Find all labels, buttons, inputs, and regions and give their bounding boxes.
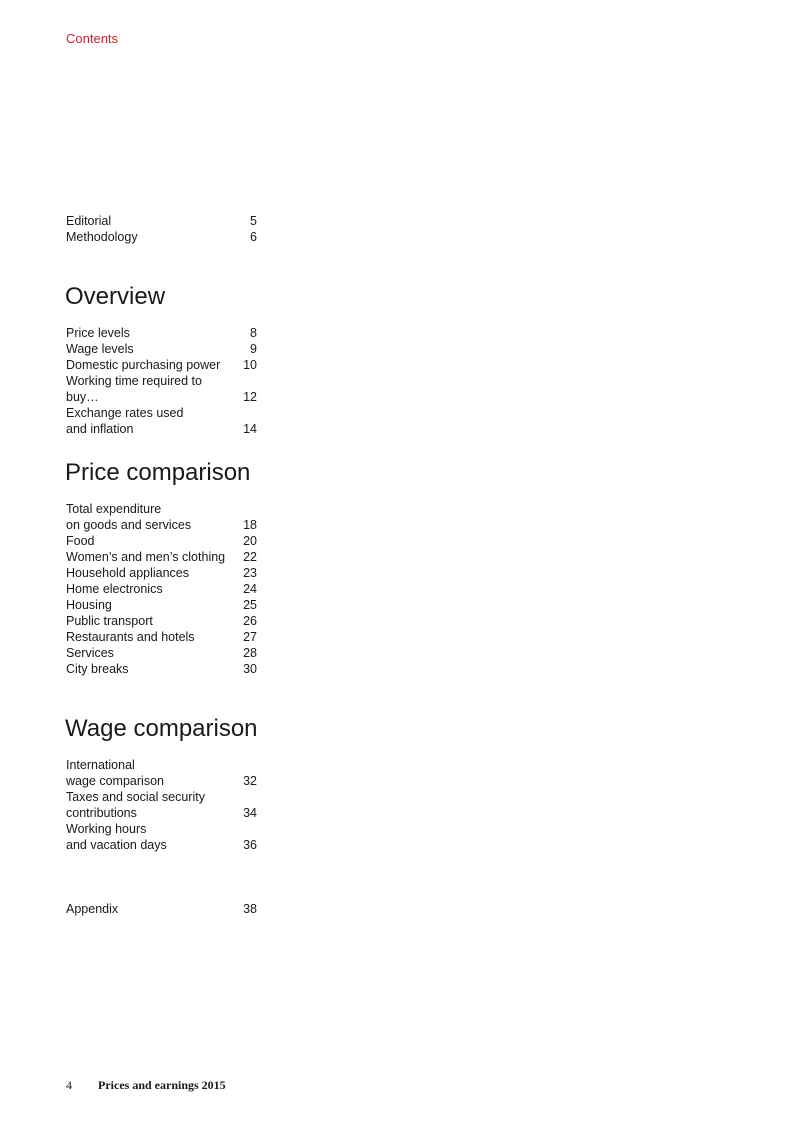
toc-item-title: Women’s and men’s clothing: [66, 550, 226, 564]
toc-item-page: 20: [243, 534, 257, 548]
toc-item-editorial[interactable]: [66, 213, 257, 229]
toc-item-services[interactable]: [66, 645, 257, 661]
toc-item-title: Price levels: [66, 326, 130, 340]
toc-item-title: Wage levels: [66, 342, 134, 356]
toc-item-title: Editorial: [66, 214, 112, 228]
toc-item-title: Working hours and vacation days: [66, 822, 167, 852]
toc-item-title: Appendix: [66, 902, 119, 916]
toc-item-working-time[interactable]: [66, 373, 257, 405]
toc-item-housing[interactable]: [66, 597, 257, 613]
toc-item-page: 38: [243, 902, 257, 916]
toc-item-international-wage[interactable]: [66, 757, 257, 789]
toc-item-working-hours[interactable]: [66, 821, 257, 853]
toc-item-title: Food: [66, 534, 95, 548]
toc-item-title: Home electronics: [66, 582, 163, 596]
toc-item-appendix[interactable]: [66, 901, 257, 917]
toc-item-taxes[interactable]: [66, 789, 257, 821]
toc-item-methodology[interactable]: [66, 229, 257, 245]
toc-item-page: 6: [250, 230, 257, 244]
toc-item-page: 30: [243, 662, 257, 676]
toc-item-page: 26: [243, 614, 257, 628]
section-heading-wage-comparison: Wage comparison: [65, 715, 258, 742]
toc-item-title: Household appliances: [66, 566, 190, 580]
toc-item-page: 14: [243, 422, 257, 436]
toc-item-wage-levels[interactable]: [66, 341, 257, 357]
toc-overview: [66, 325, 257, 437]
toc-wage-comparison: [66, 757, 257, 853]
toc-item-page: 5: [250, 214, 257, 228]
toc-item-page: 32: [243, 774, 257, 788]
toc-item-page: 34: [243, 806, 257, 820]
toc-item-purchasing-power[interactable]: [66, 357, 257, 373]
toc-item-page: 25: [243, 598, 257, 612]
toc-appendix: [66, 901, 257, 917]
toc-item-restaurants-hotels[interactable]: [66, 629, 257, 645]
toc-item-page: 24: [243, 582, 257, 596]
toc-intro: [66, 213, 257, 245]
toc-item-price-levels[interactable]: [66, 325, 257, 341]
footer-publication-title: Prices and earnings 2015: [98, 1078, 226, 1092]
toc-item-page: 18: [243, 518, 257, 532]
toc-item-page: 28: [243, 646, 257, 660]
toc-item-title: Public transport: [66, 614, 153, 628]
toc-item-title: Services: [66, 646, 114, 660]
toc-item-title: Exchange rates used and inflation: [66, 406, 184, 436]
toc-item-page: 8: [250, 326, 257, 340]
toc-item-page: 10: [243, 358, 257, 372]
toc-item-title: Taxes and social security contributions: [66, 790, 205, 820]
toc-item-page: 22: [243, 550, 257, 564]
contents-label: Contents: [66, 31, 119, 46]
toc-item-title: Working time required to buy…: [66, 374, 202, 404]
toc-item-title: Methodology: [66, 230, 138, 244]
toc-item-title: Housing: [66, 598, 112, 612]
toc-item-city-breaks[interactable]: [66, 661, 257, 677]
section-heading-overview: Overview: [65, 283, 166, 310]
toc-item-title: Domestic purchasing power: [66, 358, 221, 372]
toc-item-title: International wage comparison: [66, 758, 164, 788]
toc-item-page: 36: [243, 838, 257, 852]
page-footer: [66, 1078, 226, 1093]
toc-item-title: City breaks: [66, 662, 129, 676]
toc-item-page: 27: [243, 630, 257, 644]
section-heading-price-comparison: Price comparison: [65, 459, 251, 486]
toc-item-title: Restaurants and hotels: [66, 630, 195, 644]
toc-item-page: 9: [250, 342, 257, 356]
toc-item-home-electronics[interactable]: [66, 581, 257, 597]
toc-item-household-appliances[interactable]: [66, 565, 257, 581]
toc-item-exchange-rates[interactable]: [66, 405, 257, 437]
toc-item-clothing[interactable]: [66, 549, 257, 565]
toc-item-public-transport[interactable]: [66, 613, 257, 629]
footer-page-number: 4: [66, 1078, 72, 1092]
toc-price-comparison: [66, 501, 257, 677]
toc-item-total-expenditure[interactable]: [66, 501, 257, 533]
toc-item-title: Total expenditure on goods and services: [66, 502, 192, 532]
toc-item-page: 23: [243, 566, 257, 580]
toc-item-page: 12: [243, 390, 257, 404]
toc-item-food[interactable]: [66, 533, 257, 549]
